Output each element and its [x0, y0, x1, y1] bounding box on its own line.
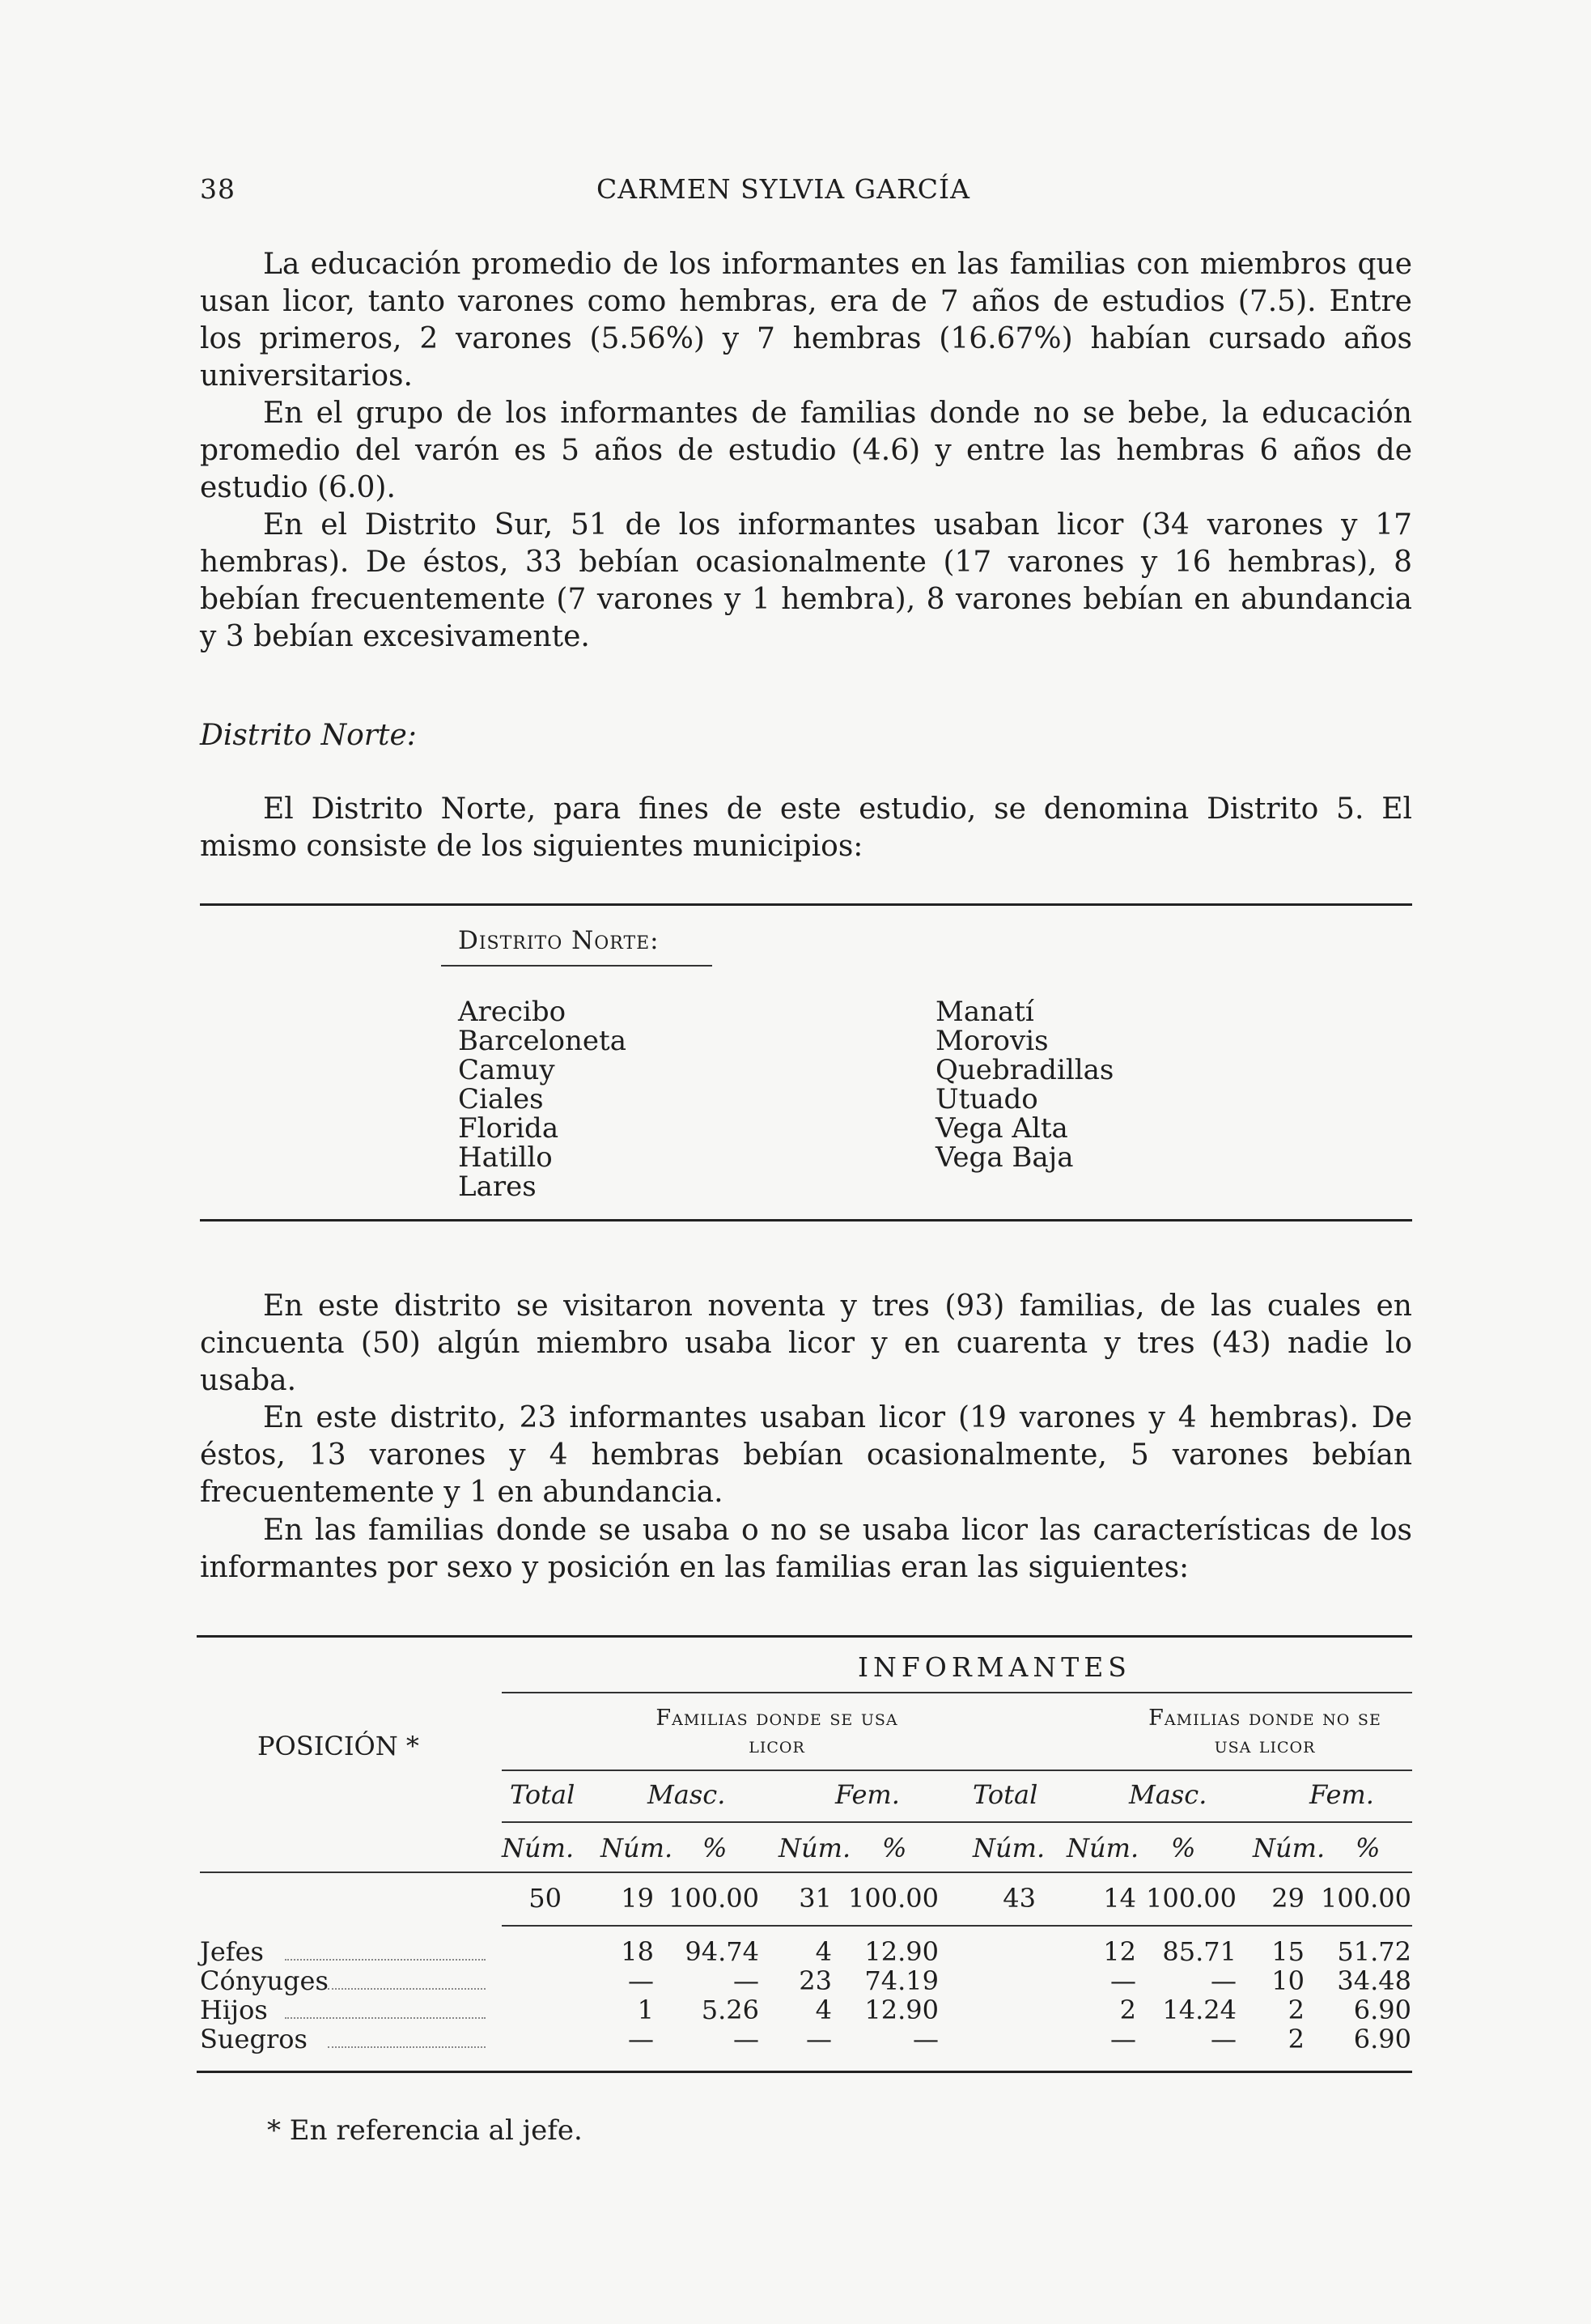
table-cell: 19 [621, 1883, 654, 1914]
group-header-with-liquor: Familias donde se usa licor [655, 1706, 898, 1758]
row-label: Jefes [200, 1936, 264, 1967]
subheader: Masc. [1129, 1779, 1207, 1810]
subheader: Fem. [1309, 1779, 1374, 1810]
table-cell: — [1110, 1965, 1136, 1996]
table-cell: 74.19 [864, 1965, 939, 1996]
table-cell: — [1211, 1965, 1237, 1996]
row-label: Hijos [200, 1995, 268, 2025]
list-item: Arecibo [458, 996, 566, 1028]
list-item: Hatillo [458, 1141, 553, 1174]
table-cell: 94.74 [685, 1936, 759, 1967]
rule [200, 1872, 1412, 1873]
table-cell: 100.00 [1321, 1883, 1411, 1914]
footnote: * En referencia al jefe. [267, 2114, 583, 2147]
table-cell: 6.90 [1353, 1995, 1411, 2025]
unit-header: Núm. [1253, 1833, 1326, 1863]
table-cell: — [628, 2024, 654, 2054]
list-item: Vega Alta [936, 1112, 1068, 1145]
table-cell: 4 [815, 1936, 832, 1967]
unit-header: % [702, 1833, 728, 1863]
paragraph: En este distrito, 23 informantes usaban licor (19 varones y 4 hembras). De éstos, 13 varones y 4 hembras bebían ocasionalmente, 5 varones bebían frecuentemente y 1 en abundancia. [200, 1401, 1412, 1509]
table-cell: 43 [1003, 1883, 1036, 1914]
paragraph: En el grupo de los informantes de familias donde no se bebe, la educación promedio del varón es 5 años de estudio (4.6) y entre las hembras 6 años de estudio (6.0). [200, 397, 1412, 504]
table-top-rule [197, 1635, 1412, 1638]
unit-header: Núm. [779, 1833, 851, 1863]
leader-dots [285, 2017, 486, 2019]
paragraph: En este distrito se visitaron noventa y tres (93) familias, de las cuales en cincuenta (50) algún miembro usaba licor y en cuarenta y tres (43) nadie lo usaba. [200, 1289, 1412, 1397]
table-cell: 51.72 [1337, 1936, 1411, 1967]
unit-header: Núm. [600, 1833, 673, 1863]
row-label: Suegros [200, 2024, 308, 2054]
table-cell: 34.48 [1337, 1965, 1411, 1996]
unit-header: % [1356, 1833, 1381, 1863]
subheader: Total [973, 1779, 1038, 1810]
list-item: Quebradillas [936, 1054, 1114, 1086]
rule [502, 1692, 1412, 1693]
table-cell: 18 [621, 1936, 654, 1967]
table-cell: 12.90 [864, 1936, 939, 1967]
table-cell: — [1110, 2024, 1136, 2054]
table-cell: 12 [1103, 1936, 1136, 1967]
paragraph: En el Distrito Sur, 51 de los informantes usaban licor (34 varones y 17 hembras). De éstos, 33 bebían ocasionalmente (17 varones y 16 hembras), 8 bebían frecuentemente (7 varones y 1 hembra), 8 varones bebían en abundancia y 3 bebían excesivamente. [200, 508, 1412, 653]
table-cell: 14.24 [1162, 1995, 1237, 2025]
municipality-list-left [458, 997, 626, 1201]
district-title: Distrito Norte: [458, 926, 660, 955]
running-author: CARMEN SYLVIA GARCÍA [596, 173, 970, 205]
municipality-list-right [936, 997, 1114, 1172]
table-cell: 2 [1288, 1995, 1305, 2025]
leader-dots [328, 2046, 486, 2048]
paragraph: El Distrito Norte, para fines de este estudio, se denomina Distrito 5. El mismo consiste de los siguientes municipios: [200, 792, 1412, 863]
unit-header: % [882, 1833, 907, 1863]
unit-header: % [1171, 1833, 1196, 1863]
table-cell: 4 [815, 1995, 832, 2025]
table-cell: 23 [799, 1965, 832, 1996]
table-cell: — [733, 2024, 759, 2054]
group-header-no-liquor: Familias donde no se usa licor [1148, 1706, 1381, 1758]
table-cell: 100.00 [848, 1883, 939, 1914]
table-cell: 29 [1271, 1883, 1305, 1914]
table-cell: — [628, 1965, 654, 1996]
leader-dots [285, 1959, 486, 1961]
table-cell: 2 [1119, 1995, 1136, 2025]
table-cell: — [913, 2024, 939, 2054]
top-rule [200, 903, 1412, 906]
table-cell: 85.71 [1162, 1936, 1237, 1967]
list-item: Lares [458, 1170, 537, 1203]
list-item: Utuado [936, 1083, 1038, 1115]
table-cell: 14 [1103, 1883, 1136, 1914]
subheader: Fem. [835, 1779, 900, 1810]
table-cell: — [1211, 2024, 1237, 2054]
row-label: Cónyuges [200, 1965, 329, 1996]
table-title: INFORMANTES [858, 1651, 1131, 1683]
rule [502, 1770, 1412, 1771]
table-cell: 31 [799, 1883, 832, 1914]
stub-header: POSICIÓN * [257, 1731, 419, 1761]
list-item: Camuy [458, 1054, 555, 1086]
subheader: Total [510, 1779, 575, 1810]
list-item: Barceloneta [458, 1025, 626, 1057]
table-cell: 2 [1288, 2024, 1305, 2054]
table-cell: 50 [528, 1883, 562, 1914]
table-cell: 15 [1271, 1936, 1305, 1967]
rule [502, 1821, 1412, 1823]
table-cell: — [733, 1965, 759, 1996]
table-cell: 100.00 [1146, 1883, 1237, 1914]
table-cell: 10 [1271, 1965, 1305, 1996]
table-cell: — [806, 2024, 832, 2054]
table-bottom-rule [197, 2071, 1412, 2073]
unit-header: Núm. [502, 1833, 575, 1863]
list-item: Vega Baja [936, 1141, 1074, 1174]
table-cell: 100.00 [668, 1883, 759, 1914]
paragraph: La educación promedio de los informantes en las familias con miembros que usan licor, tanto varones como hembras, era de 7 años de estudios (7.5). Entre los primeros, 2 varones (5.56%) y 7 hembras (16.67%) habían cursado años universitarios. [200, 248, 1412, 393]
table-cell: 6.90 [1353, 2024, 1411, 2054]
title-underline [441, 965, 712, 967]
leader-dots [328, 1988, 486, 1990]
page-number: 38 [200, 173, 235, 205]
list-item: Morovis [936, 1025, 1049, 1057]
rule [502, 1925, 1412, 1927]
section-heading: Distrito Norte: [200, 719, 417, 752]
table-cell: 12.90 [864, 1995, 939, 2025]
table-cell: 5.26 [701, 1995, 759, 2025]
paragraph: En las familias donde se usaba o no se usaba licor las características de los informantes por sexo y posición en las familias eran las siguientes: [200, 1514, 1412, 1584]
subheader: Masc. [647, 1779, 726, 1810]
list-item: Florida [458, 1112, 559, 1145]
bottom-rule [200, 1219, 1412, 1221]
unit-header: Núm. [1067, 1833, 1139, 1863]
list-item: Ciales [458, 1083, 544, 1115]
unit-header: Núm. [973, 1833, 1046, 1863]
list-item: Manatí [936, 996, 1034, 1028]
table-cell: 1 [637, 1995, 654, 2025]
